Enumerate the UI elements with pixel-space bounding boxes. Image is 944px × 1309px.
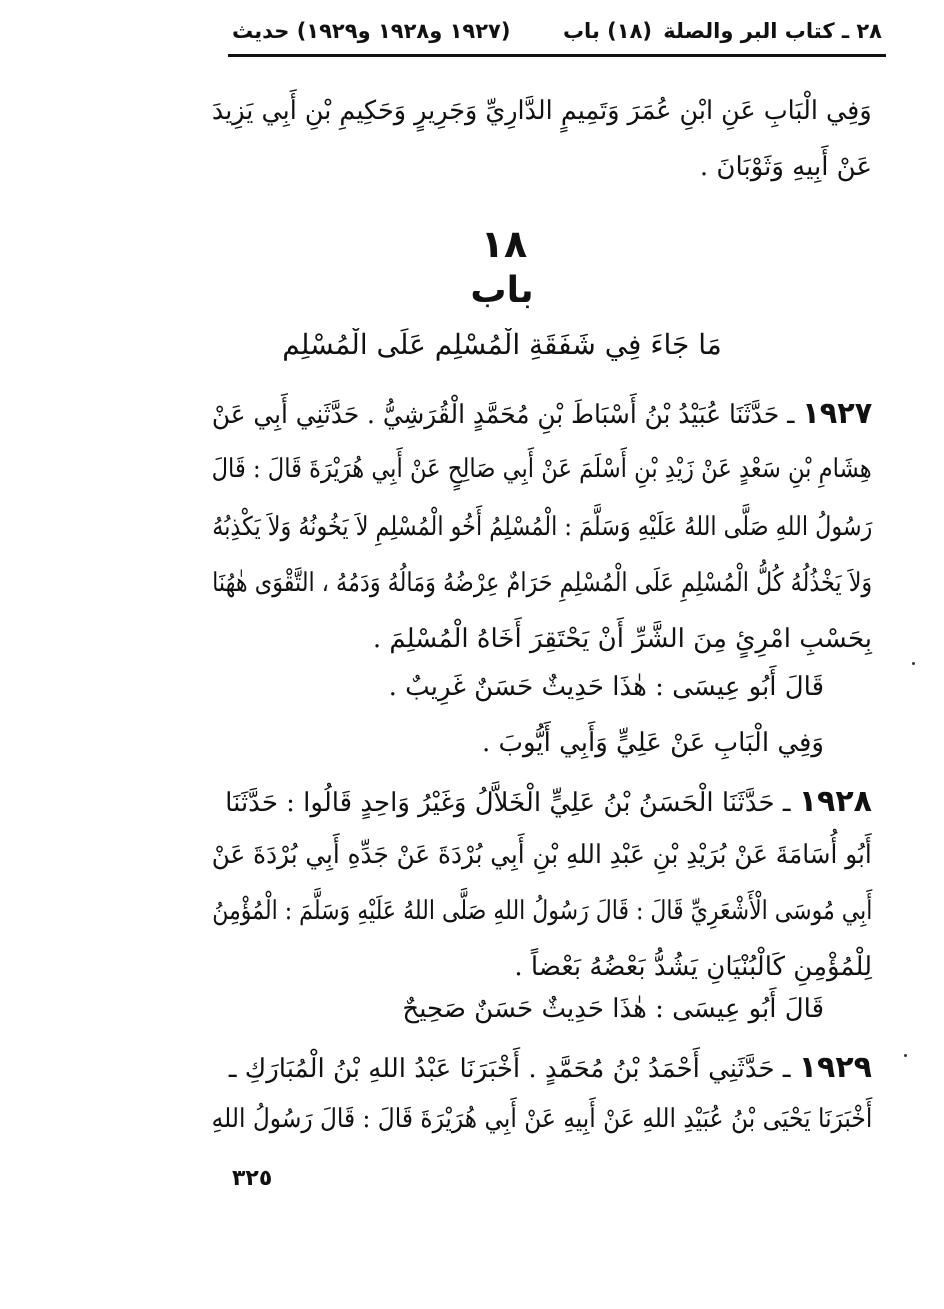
hadith-line: أَبُو أُسَامَةَ عَنْ بُرَيْدِ بْنِ عَبْدِ اللهِ بْنِ أَبِي بُرْدَةَ عَنْ جَدِّهِ أَبِي بُرْدَةَ عَنْ [212, 840, 872, 870]
hadith-line: لِلْمُؤْمِنِ كَالْبُنْيَانِ يَشُدُّ بَعْضُهُ بَعْضاً . [514, 952, 872, 982]
header-chapter: (١٨) باب [562, 19, 652, 43]
chapter-number: ١٨ [480, 222, 528, 266]
hadith-number: ١٩٢٧ [802, 396, 872, 431]
hadith-line: هِشَامِ بْنِ سَعْدٍ عَنْ زَيْدِ بْنِ أَسْلَمَ عَنْ أَبِي صَالِحٍ عَنْ أَبِي هُرَيْرَةَ قَالَ : قَالَ [211, 454, 872, 484]
chapter-title: مَا جَاءَ فِي شَفَقَةِ الْمُسْلِمِ عَلَى الْمُسْلِمِ [282, 328, 722, 361]
hadith-number: ١٩٢٩ [798, 1050, 872, 1085]
hadith-text: ـ حَدَّثَنَا عُبَيْدُ بْنُ أَسْبَاطَ بْنِ مُحَمَّدٍ الْقُرَشِيُّ . حَدَّثَنِي أَبِي عَنْ [211, 400, 795, 430]
also-line: وَفِي الْبَابِ عَنْ عَلِيٍّ وَأَبِي أَيُّوبَ . [481, 728, 824, 758]
hadith-line [212, 396, 872, 431]
hadith-line [229, 1050, 872, 1085]
header-hadith-range: (١٩٢٧ و١٩٢٨ و١٩٢٩) حديث [232, 19, 511, 43]
hadith-text: ـ حَدَّثَنِي أَحْمَدُ بْنُ مُحَمَّدٍ . أَخْبَرَنَا عَبْدُ اللهِ بْنُ الْمُبَارَكِ ـ [228, 1054, 791, 1084]
hadith-text: ـ حَدَّثَنَا الْحَسَنُ بْنُ عَلِيٍّ الْخَلاَّلُ وَغَيْرُ وَاحِدٍ قَالُوا : حَدَّثَنَا [225, 788, 791, 818]
scan-speck [912, 662, 915, 665]
hadith-line: وَلاَ يَخْذُلُهُ كُلُّ الْمُسْلِمِ عَلَى الْمُسْلِمِ حَرَامٌ عِرْضُهُ وَمَالُهُ وَدَمُهُ ، التَّقْوَى هٰهُنَا [211, 568, 872, 598]
header-book-title: ٢٨ ـ كتاب البر والصلة [663, 19, 882, 43]
hadith-line: بِحَسْبِ امْرِئٍ مِنَ الشَّرِّ أَنْ يَحْتَقِرَ أَخَاهُ الْمُسْلِمَ . [372, 624, 872, 654]
hadith-line [225, 784, 872, 819]
intro-line-2: عَنْ أَبِيهِ وَثَوْبَانَ . [699, 152, 872, 182]
grade-line: قَالَ أَبُو عِيسَى : هٰذَا حَدِيثٌ حَسَنٌ غَرِيبٌ . [388, 672, 824, 702]
hadith-number: ١٩٢٨ [798, 784, 872, 819]
hadith-line: رَسُولُ اللهِ صَلَّى اللهُ عَلَيْهِ وَسَلَّمَ : الْمُسْلِمُ أَخُو الْمُسْلِمِ لاَ يَخُونُهُ وَلاَ يَكْذِبُهُ [211, 512, 872, 542]
chapter-word: باب [470, 270, 534, 311]
hadith-1927 [212, 396, 872, 696]
header-rule [228, 54, 886, 57]
page-number: ٣٢٥ [232, 1166, 273, 1191]
grade-line: قَالَ أَبُو عِيسَى : هٰذَا حَدِيثٌ حَسَنٌ صَحِيحٌ [402, 994, 824, 1024]
hadith-line: أَبِي مُوسَى الْأَشْعَرِيِّ قَالَ : قَالَ رَسُولُ اللهِ صَلَّى اللهُ عَلَيْهِ وَسَلَّمَ : الْمُؤْمِنُ [211, 896, 872, 926]
hadith-line: أَخْبَرَنَا يَحْيَى بْنُ عُبَيْدِ اللهِ عَنْ أَبِيهِ عَنْ أَبِي هُرَيْرَةَ قَالَ : قَالَ رَسُولُ اللهِ [211, 1104, 872, 1134]
running-header [232, 14, 882, 48]
scan-speck [904, 1054, 907, 1057]
intro-line-1: وَفِي الْبَابِ عَنِ ابْنِ عُمَرَ وَتَمِيمٍ الدَّارِيِّ وَجَرِيرٍ وَحَكِيمِ بْنِ أَبِي يَزِيدَ [212, 96, 872, 126]
